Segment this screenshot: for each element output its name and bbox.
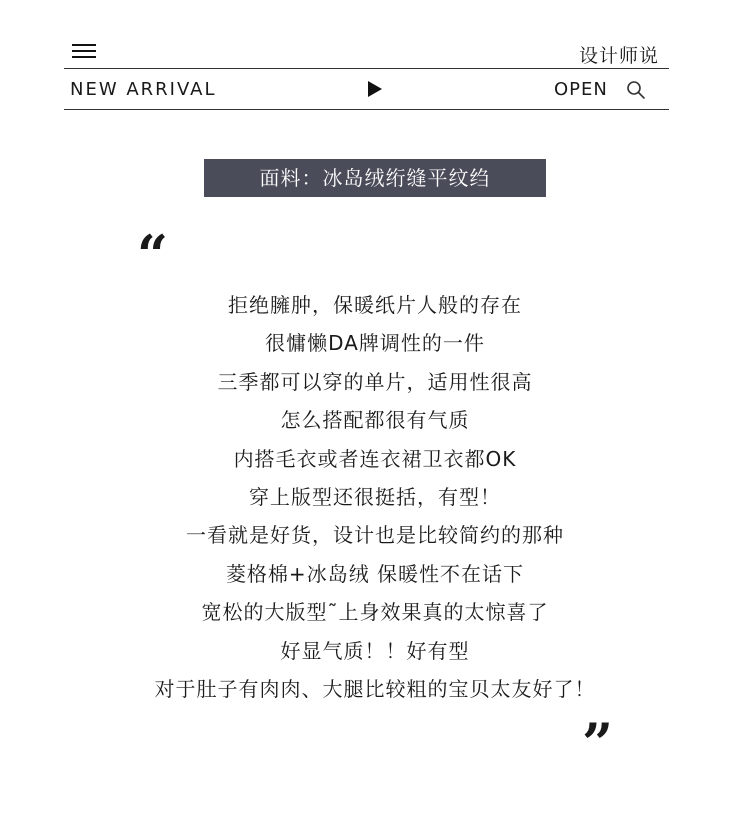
nav-bar [64,68,669,110]
description-line: 拒绝臃肿，保暖纸片人般的存在 [228,293,522,317]
top-bar [64,36,669,69]
fabric-banner: 面料：冰岛绒绗缝平纹绉 [204,159,546,197]
description-line: 内搭毛衣或者连衣裙卫衣都OK [233,446,517,471]
hamburger-menu-icon[interactable] [72,44,96,58]
play-icon[interactable] [368,81,382,97]
description-line: 好显气质！！好有型 [280,638,470,663]
designer-says-link[interactable]: 设计师说 [578,45,659,67]
open-link[interactable]: OPEN [554,79,608,100]
new-arrival-link[interactable]: NEW ARRIVAL [70,79,217,100]
description-line: 很慵懒DA牌调性的一件 [265,331,485,356]
description-line: 三季都可以穿的单片，适用性很高 [217,369,533,394]
description-line: 宽松的大版型˜上身效果真的太惊喜了 [201,600,549,625]
search-icon[interactable] [626,80,646,100]
open-quote-mark-icon: “ [137,223,169,287]
description-line: 对于肚子有肉肉、大腿比较粗的宝贝太友好了！ [154,676,596,701]
close-quote-mark-icon: ” [582,711,614,775]
description-line: 一看就是好货，设计也是比较简约的那种 [186,523,564,548]
description-line: 菱格棉+冰岛绒 保暖性不在话下 [225,561,525,586]
description-line: 怎么搭配都很有气质 [280,408,470,433]
product-description [0,286,750,708]
description-line: 穿上版型还很挺括，有型！ [249,484,501,509]
